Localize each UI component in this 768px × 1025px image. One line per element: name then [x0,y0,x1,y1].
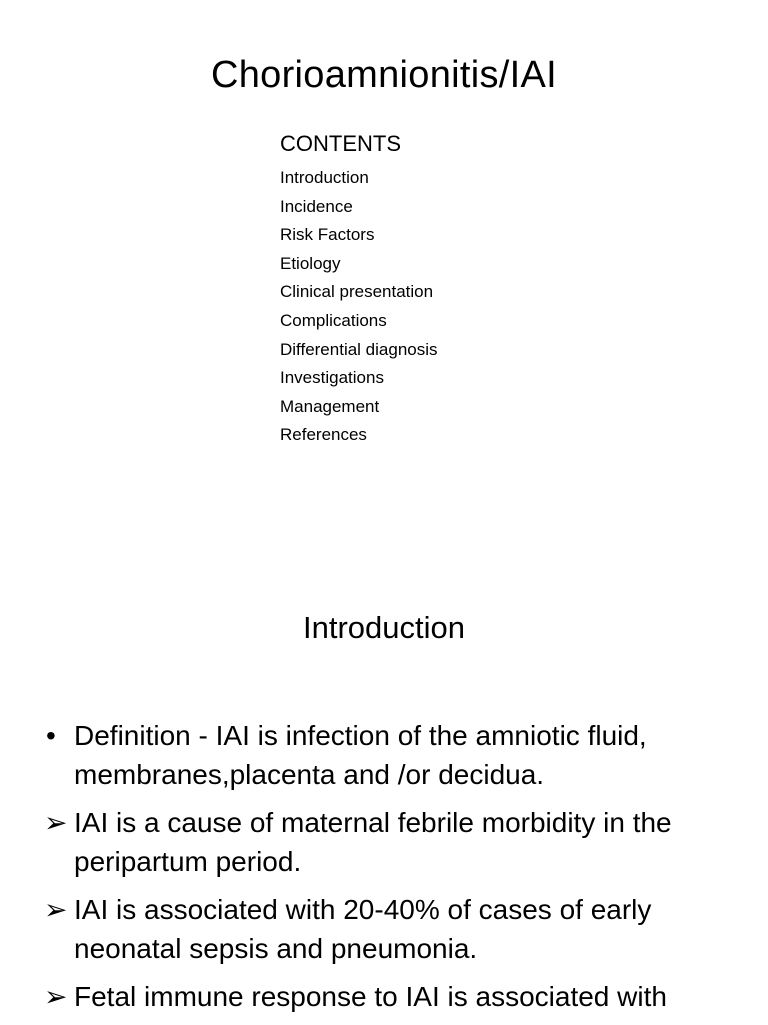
contents-item-complications: Complications [280,310,387,330]
contents-item-risk-factors: Risk Factors [280,225,375,245]
bullet-item [44,977,744,1016]
contents-item-investigations: Investigations [280,368,384,388]
contents-item-references: References [280,425,367,445]
bullet-text: Definition - IAI is infection of the amniotic fluid, membranes,placenta and /or decidua. [74,720,647,790]
bullet-item [44,890,744,968]
contents-item-differential-diagnosis: Differential diagnosis [280,339,438,359]
introduction-heading: Introduction [303,610,465,645]
contents-section [280,130,700,450]
bullet-text: IAI is a cause of maternal febrile morbidity in the peripartum period. [74,807,672,877]
contents-heading: CONTENTS [280,131,401,156]
bullet-item [44,803,744,881]
contents-item-management: Management [280,396,380,416]
bullet-text: IAI is associated with 20-40% of cases of early neonatal sepsis and pneumonia. [74,894,652,964]
arrow-bullet-icon: ➢ [44,807,68,838]
contents-list [280,164,700,450]
bullet-dot-icon: • [46,720,56,751]
bullet-item [44,716,744,794]
arrow-bullet-icon: ➢ [44,981,68,1012]
contents-item-incidence: Incidence [280,196,353,216]
contents-item-etiology: Etiology [280,253,341,273]
slide-title: Chorioamnionitis/IAI [210,54,558,96]
contents-item-introduction: Introduction [280,168,369,187]
introduction-bullets [44,716,744,1025]
arrow-bullet-icon: ➢ [44,894,68,925]
contents-item-clinical-presentation: Clinical presentation [280,282,434,302]
bullet-text: Fetal immune response to IAI is associated with [74,981,667,1012]
